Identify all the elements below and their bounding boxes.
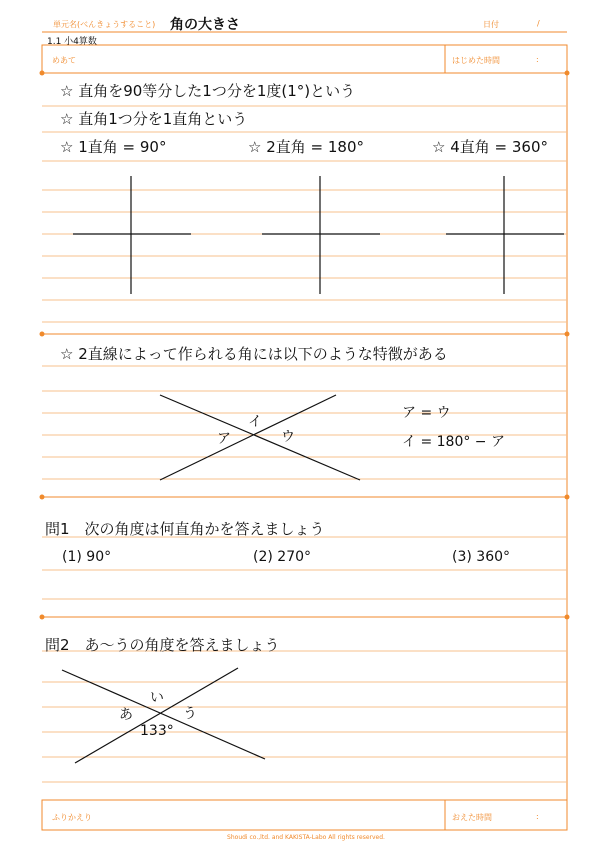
q2-angle-label-a: あ: [119, 707, 133, 723]
copyright: Shoudi co.,ltd. and KAKISTA-Labo All rights reserved.: [227, 834, 385, 841]
q1-heading: 問1 次の角度は何直角かを答えましょう: [45, 520, 325, 538]
start-time-separator: :: [536, 55, 539, 64]
q1-item-2: (2) 270°: [253, 549, 312, 565]
intro-line-1: ☆ 直角を90等分した1つ分を1度(1°)という: [60, 82, 356, 100]
start-time-label: はじめた時間: [452, 56, 500, 65]
equation-2: イ = 180° − ア: [402, 434, 505, 450]
equation-1: ア = ウ: [402, 405, 451, 421]
q1-item-3: (3) 360°: [452, 549, 511, 565]
q2-given-angle: 133°: [140, 723, 174, 739]
angle-label-i: イ: [248, 414, 262, 430]
angle-label-a: ア: [217, 431, 231, 447]
unit-label: 単元名(べんきょうすること): [53, 20, 156, 29]
fact-4-right-angles: ☆ 4直角 = 360°: [432, 138, 548, 156]
goal-label: めあて: [52, 56, 76, 65]
angle-label-u: ウ: [281, 429, 295, 445]
subtitle: 1.1 小4算数: [47, 37, 97, 47]
date-separator: /: [537, 19, 540, 28]
fact-1-right-angle: ☆ 1直角 = 90°: [60, 138, 167, 156]
q2-angle-label-u: う: [183, 706, 197, 722]
end-time-label: おえた時間: [452, 813, 492, 822]
end-time-separator: :: [536, 812, 539, 821]
fact-2-right-angles: ☆ 2直角 = 180°: [248, 138, 364, 156]
q2-angle-label-i: い: [150, 690, 164, 706]
q1-item-1: (1) 90°: [62, 549, 112, 565]
reflection-label: ふりかえり: [52, 813, 92, 822]
page-title: 角の大きさ: [170, 17, 240, 33]
date-label: 日付: [483, 20, 499, 29]
q2-heading: 問2 あ〜うの角度を答えましょう: [45, 636, 280, 654]
intro-line-2: ☆ 直角1つ分を1直角という: [60, 110, 248, 128]
property-heading: ☆ 2直線によって作られる角には以下のような特徴がある: [60, 345, 448, 363]
